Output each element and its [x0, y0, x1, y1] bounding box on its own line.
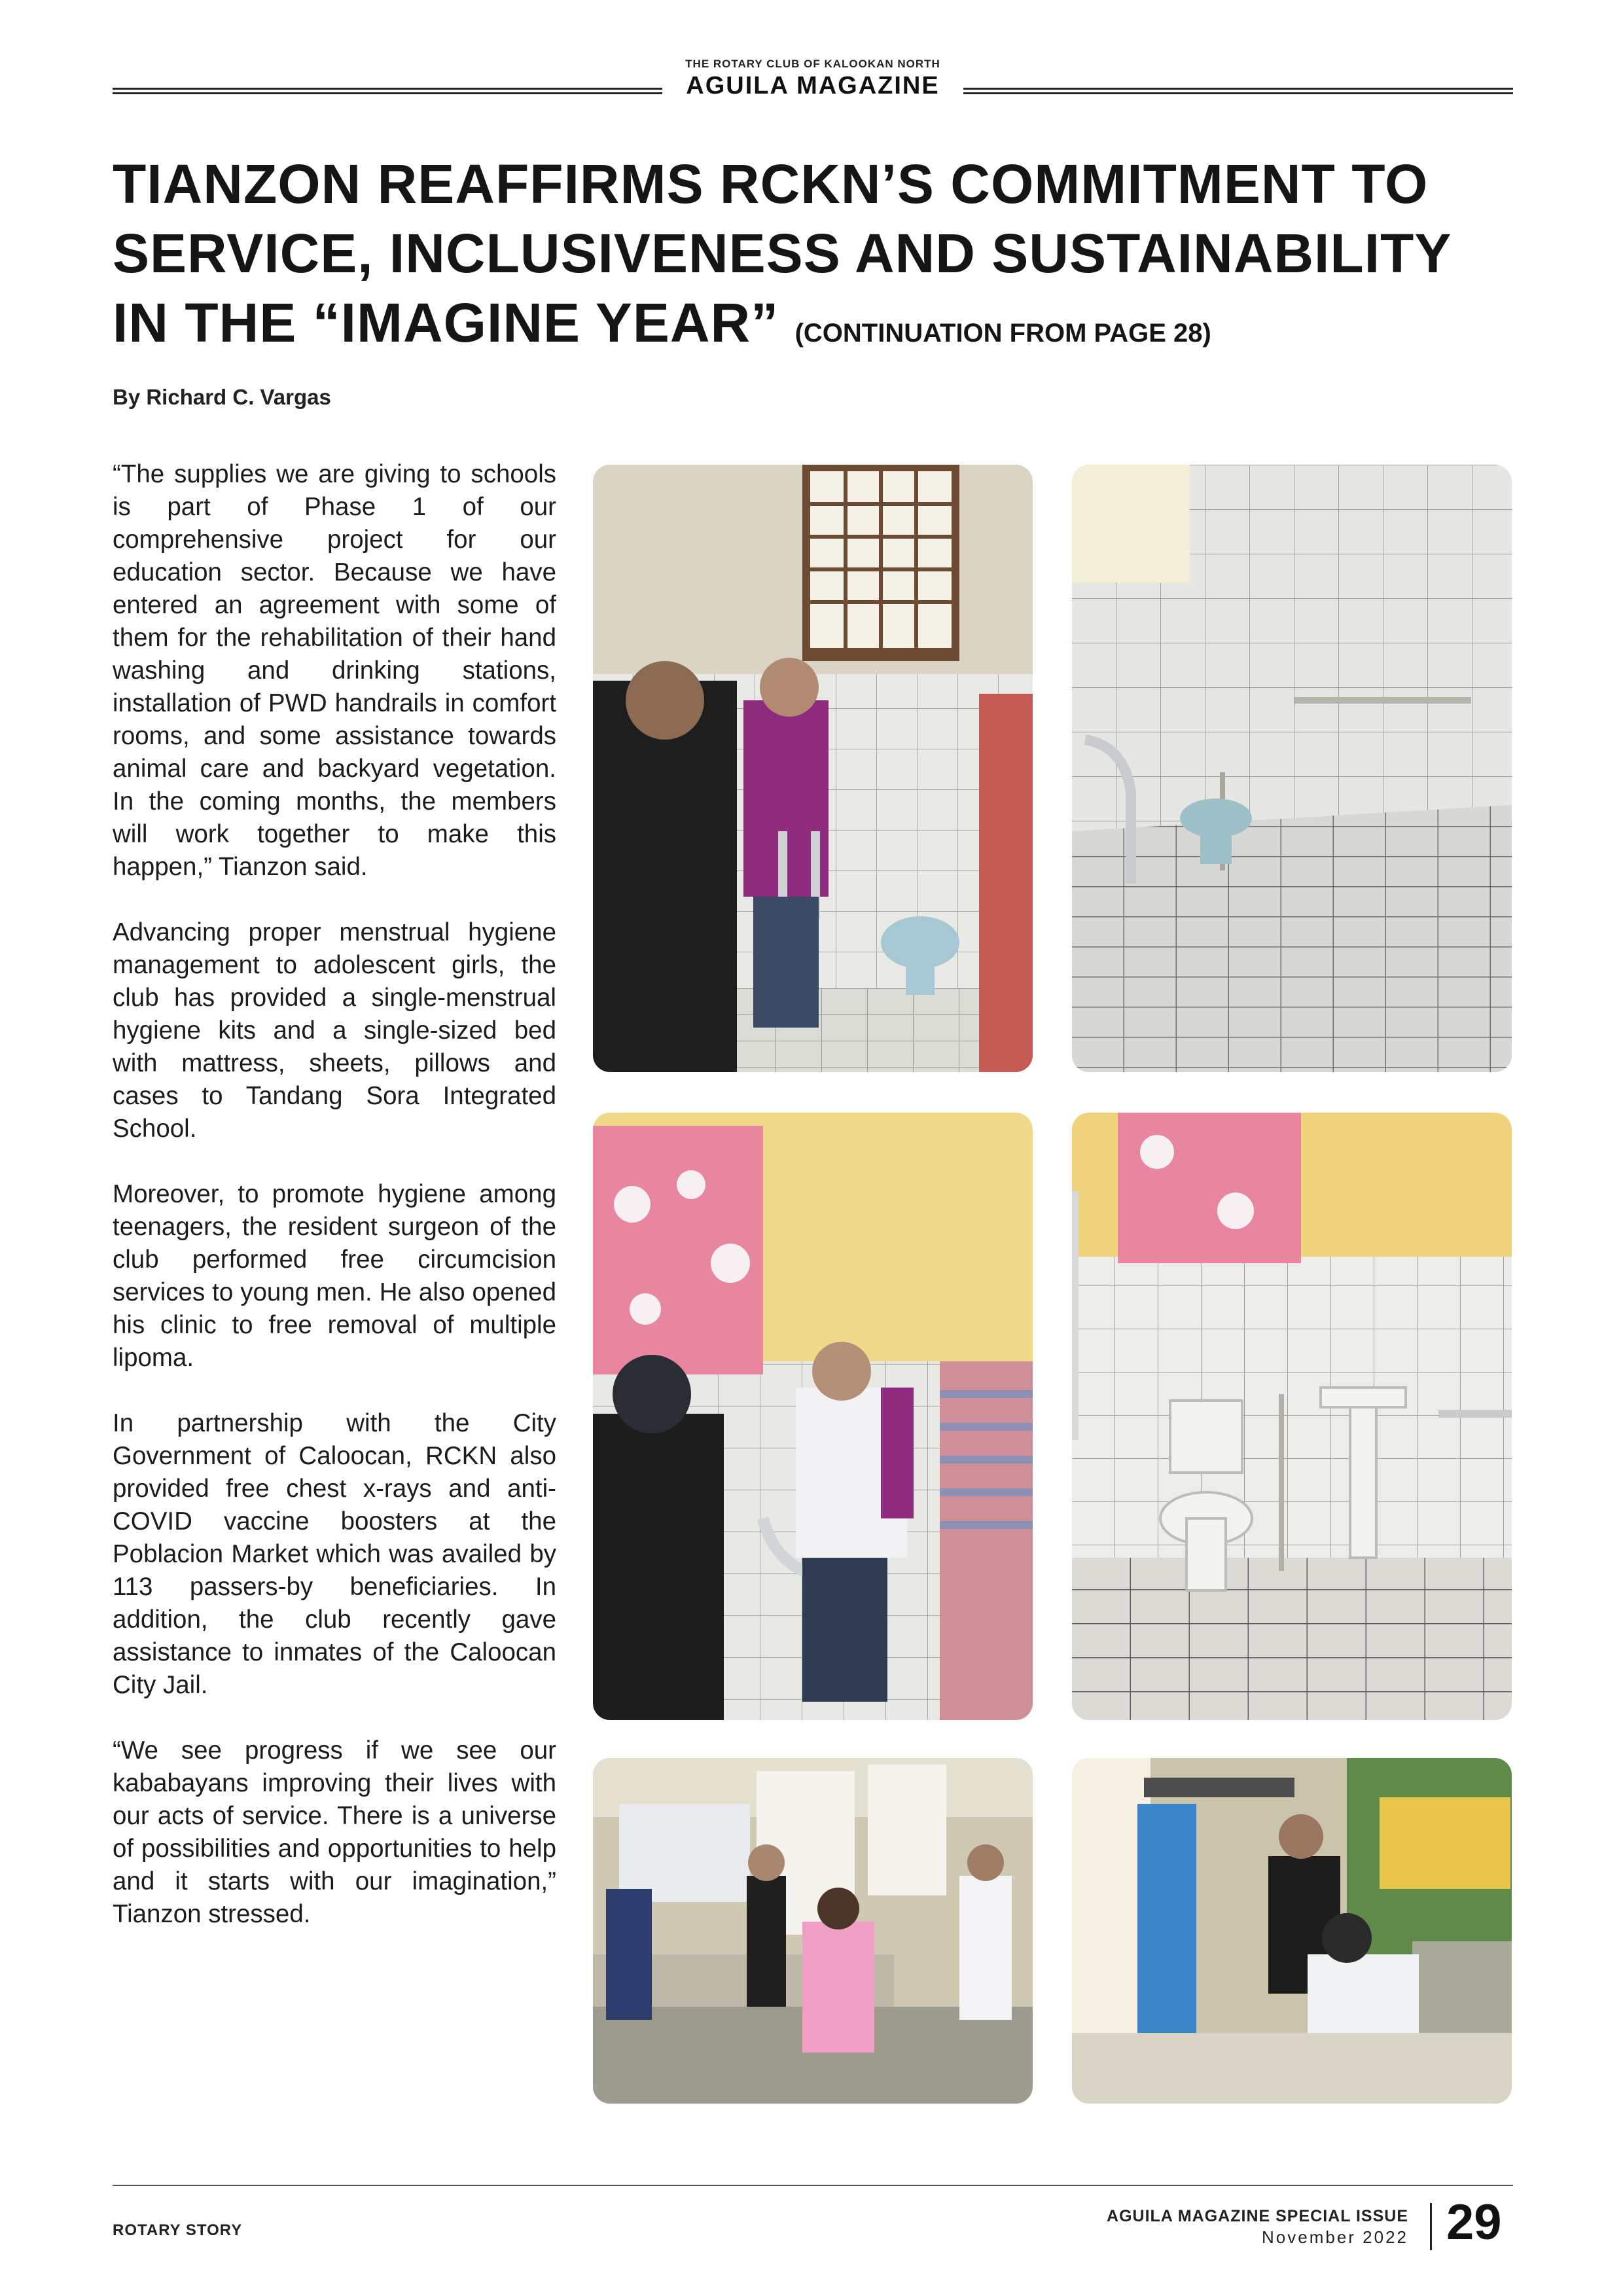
article-body — [113, 458, 556, 1964]
footer-separator — [1430, 2203, 1432, 2250]
paragraph: “The supplies we are giving to schools is part of Phase 1 of our comprehensive project for our education sector. Because we have entered an agreement with some of them for the rehabilitation of their hand washing and drinking stations, installation of PWD handrails in comfort rooms, and some assistance towards animal care and backyard vegetation. In the coming months, the members will work together to make this happen,” Tianzon said. — [113, 460, 556, 881]
headline-line-3-text: IN THE “IMAGINE YEAR” — [113, 292, 779, 353]
article-headline — [113, 149, 1520, 368]
continuation-note: (CONTINUATION FROM PAGE 28) — [794, 319, 1211, 348]
paragraph: “We see progress if we see our kababayans improving their lives with our acts of service. There is a universe of possibilities and opportunities to help and it starts with our imagination,” Tianzon stressed. — [113, 1736, 556, 1928]
footer-issue-info — [1016, 2207, 1408, 2248]
headline-line-2: SERVICE, INCLUSIVENESS AND SUSTAINABILITY — [113, 223, 1452, 284]
footer-rule — [113, 2185, 1513, 2186]
photo-restroom-toilet-sink — [1072, 1113, 1512, 1720]
masthead-rule-left — [113, 88, 662, 94]
paragraph: In partnership with the City Government of Caloocan, RCKN also provided free chest x-rays and anti-COVID vaccine boosters at the Poblacion Market which was availed by 113 passers-by beneficiaries. In addition, the club recently gave assistance to inmates of the Caloocan City Jail. — [113, 1409, 556, 1699]
photo-hand-washing-station — [593, 1758, 1033, 2104]
masthead-rule-right — [963, 88, 1513, 94]
club-name: THE ROTARY CLUB OF KALOOKAN NORTH — [685, 58, 940, 70]
page-number: 29 — [1446, 2195, 1502, 2250]
headline-line-1: TIANZON REAFFIRMS RCKN’S COMMITMENT TO — [113, 153, 1429, 215]
headline-line-3 — [113, 288, 1520, 368]
magazine-name: AGUILA MAGAZINE — [686, 72, 940, 99]
paragraph: Moreover, to promote hygiene among teenagers, the resident surgeon of the club performed free circumcision services to young men. He also opened his clinic to free removal of multiple lipoma. — [113, 1180, 556, 1372]
masthead-title — [662, 58, 963, 100]
photo-installing-equipment — [1072, 1758, 1512, 2104]
photo-restroom-handrails — [1072, 465, 1512, 1072]
photo-handrail-pink-curtain — [593, 1113, 1033, 1720]
photo-handrail-installation — [593, 465, 1033, 1072]
masthead — [113, 58, 1513, 103]
footer-issue: AGUILA MAGAZINE SPECIAL ISSUE — [1107, 2207, 1408, 2225]
footer-date: November 2022 — [1262, 2227, 1408, 2247]
byline: By Richard C. Vargas — [113, 385, 331, 409]
paragraph: Advancing proper menstrual hygiene management to adolescent girls, the club has provided a single-menstrual hygiene kits and a single-sized bed with mattress, sheets, pillows and cases to Tandang Sora Integrated School. — [113, 918, 556, 1143]
footer-section: ROTARY STORY — [113, 2221, 243, 2239]
